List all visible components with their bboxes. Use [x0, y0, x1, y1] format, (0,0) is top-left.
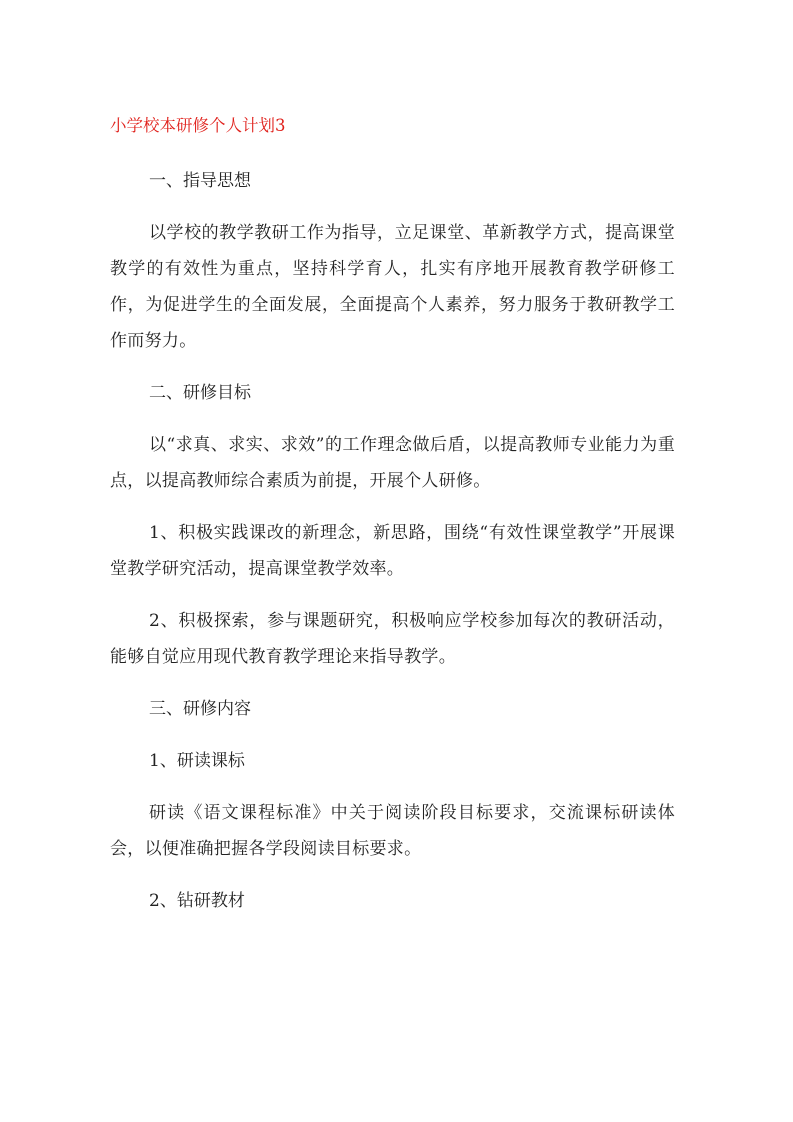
- paragraph-goals: 以“求真、求实、求效”的工作理念做后盾，以提高教师专业能力为重点，以提高教师综合素质为前提，开展个人研修。: [110, 435, 675, 491]
- list-item-goal-1: 1、积极实践课改的新理念，新思路，围绕“有效性课堂教学”开展课堂教学研究活动，提高课堂教学效率。: [110, 523, 675, 579]
- subheading-study-standards: 1、研读课标: [149, 751, 245, 771]
- subheading-study-textbooks: 2、钻研教材: [149, 891, 245, 911]
- paragraph-guiding-ideology: 以学校的教学教研工作为指导，立足课堂、革新教学方式，提高课堂教学的有效性为重点，坚持科学育人，扎实有序地开展教育教学研修工作，为促进学生的全面发展，全面提高个人素养，努力服务于教研教学工作而努力。: [110, 223, 675, 351]
- paragraph-study-standards: 研读《语文课程标准》中关于阅读阶段目标要求，交流课标研读体会，以便准确把握各学段阅读目标要求。: [110, 803, 675, 859]
- list-item-goal-2: 2、积极探索，参与课题研究，积极响应学校参加每次的教研活动，能够自觉应用现代教育教学理论来指导教学。: [110, 611, 675, 667]
- section-heading-content: 三、研修内容: [149, 699, 251, 719]
- document-title: 小学校本研修个人计划3: [110, 116, 286, 135]
- section-heading-goals: 二、研修目标: [149, 383, 251, 403]
- section-heading-guiding-ideology: 一、指导思想: [149, 171, 251, 191]
- document-body: [110, 108, 675, 919]
